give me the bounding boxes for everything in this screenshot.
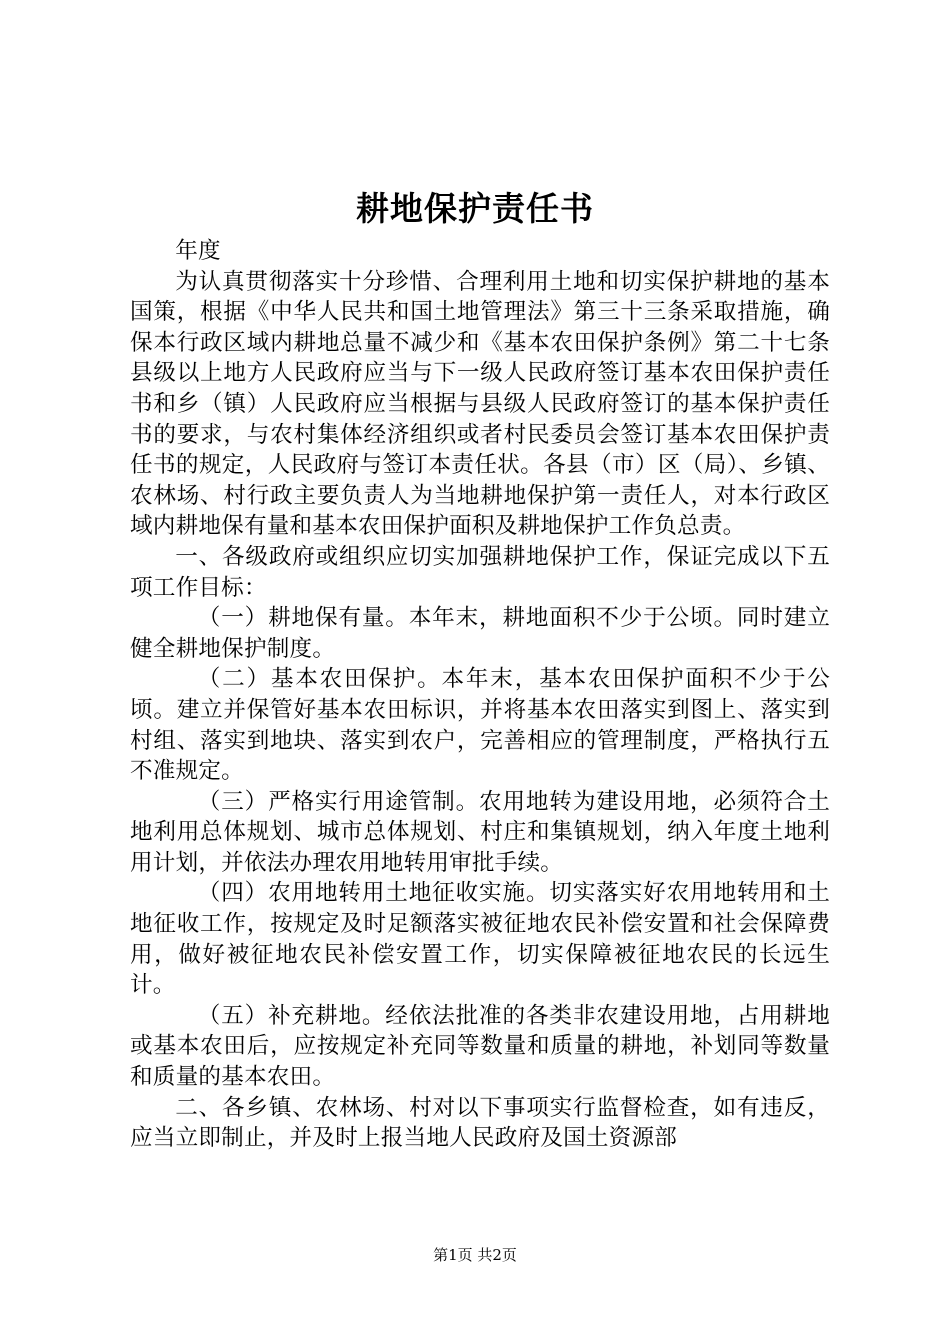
- paragraph-item-4: （四）农用地转用土地征收实施。切实落实好农用地转用和土地征收工作，按规定及时足额落实被征地农民补偿安置和社会保障费用，做好被征地农民补偿安置工作，切实保障被征地农民的长远生计。: [130, 880, 830, 999]
- document-title: 耕地保护责任书: [356, 189, 594, 228]
- page-number-footer: 第1页 共2页: [433, 1246, 517, 1264]
- paragraph-item-3: （三）严格实行用途管制。农用地转为建设用地，必须符合土地利用总体规划、城市总体规划、村庄和集镇规划，纳入年度土地利用计划，并依法办理农用地转用审批手续。: [130, 788, 830, 876]
- paragraph-item-1: （一）耕地保有量。本年末，耕地面积不少于公顷。同时建立健全耕地保护制度。: [130, 605, 830, 662]
- document-body: [130, 236, 830, 1154]
- paragraph-year: 年度: [175, 238, 221, 264]
- paragraph-item-5: （五）补充耕地。经依法批准的各类非农建设用地，占用耕地或基本农田后，应按规定补充同等数量和质量的耕地，补划同等数量和质量的基本农田。: [130, 1002, 830, 1091]
- paragraph-preamble: 为认真贯彻落实十分珍惜、合理利用土地和切实保护耕地的基本国策，根据《中华人民共和国土地管理法》第三十三条采取措施，确保本行政区域内耕地总量不减少和《基本农田保护条例》第二十七条县级以上地方人民政府应当与下一级人民政府签订基本农田保护责任书和乡（镇）人民政府应当根据与县级人民政府签订的基本保护责任书的要求，与农村集体经济组织或者村民委员会签订基本农田保护责任书的规定，人民政府与签订本责任状。各县（市）区（局）、乡镇、农林场、村行政主要负责人为当地耕地保护第一责任人，对本行政区域内耕地保有量和基本农田保护面积及耕地保护工作负总责。: [130, 268, 830, 540]
- paragraph-item-2: （二）基本农田保护。本年末，基本农田保护面积不少于公顷。建立并保管好基本农田标识，并将基本农田落实到图上、落实到村组、落实到地块、落实到农户，完善相应的管理制度，严格执行五不准规定。: [130, 666, 830, 785]
- paragraph-section-2: 二、各乡镇、农林场、村对以下事项实行监督检查，如有违反，应当立即制止，并及时上报当地人民政府及国土资源部: [130, 1094, 830, 1152]
- paragraph-section-1: 一、各级政府或组织应切实加强耕地保护工作，保证完成以下五项工作目标：: [130, 543, 830, 601]
